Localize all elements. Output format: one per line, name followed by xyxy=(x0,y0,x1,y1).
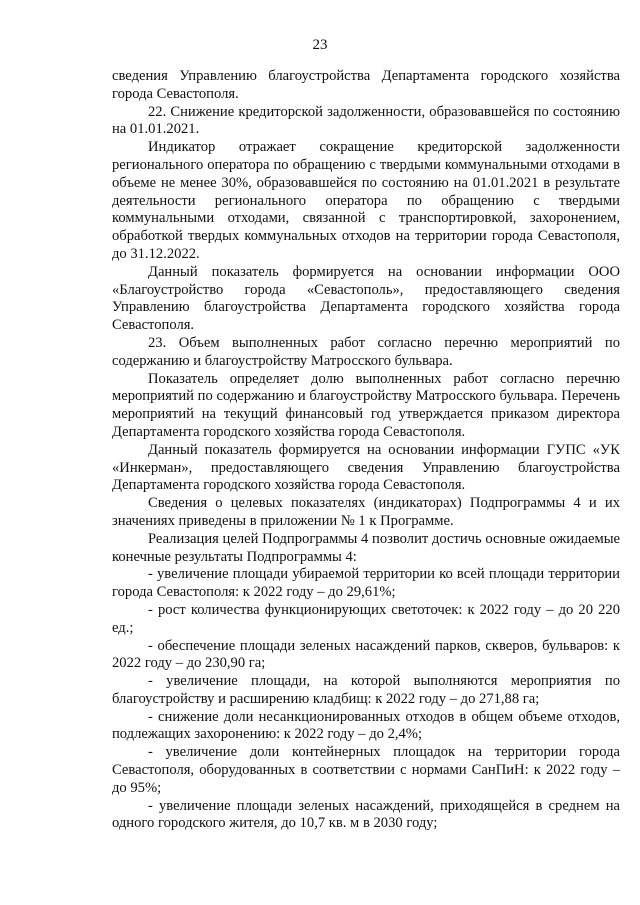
list-item-3: - обеспечение площади зеленых насаждений парков, скверов, бульваров: к 2022 году – до 230,90 га; xyxy=(112,637,620,672)
paragraph-7: Данный показатель формируется на основании информации ГУПС «УК «Инкерман», предоставляющего сведения Управлению благоустройства Департамента городского хозяйства города Севастополя. xyxy=(112,441,620,494)
document-body xyxy=(112,68,620,833)
list-item-1: - увеличение площади убираемой территории ко всей площади территории города Севастополя: к 2022 году – до 29,61%; xyxy=(112,566,620,601)
list-item-4: - увеличение площади, на которой выполняются мероприятия по благоустройству и расширению кладбищ: к 2022 году – до 271,88 га; xyxy=(112,673,620,707)
list-item-6: - увеличение доли контейнерных площадок на территории города Севастополя, оборудованных в соответствии с нормами СанПиН: к 2022 году – до 95%; xyxy=(112,744,620,796)
paragraph-4: Данный показатель формируется на основании информации ООО «Благоустройство города «Севастополь», предоставляющего сведения Управлению благоустройства Департамента городского хозяйства города Севастополя. xyxy=(112,263,620,334)
paragraph-3: Индикатор отражает сокращение кредиторской задолженности регионального оператора по обращению с твердыми коммунальными отходами в объеме не менее 30%, образовавшейся по состоянию на 01.01.2021 в результате деятельности регионального оператора по обращению с твердыми коммунальными отходами, связанной с транспортировкой, захоронением, обработкой твердых коммунальных отходов на территории города Севастополя, до 31.12.2022. xyxy=(112,139,620,262)
paragraph-6: Показатель определяет долю выполненных работ согласно перечню мероприятий по содержанию и благоустройству Матросского бульвара. Перечень мероприятий на текущий финансовый год утверждается приказом директора Департамента городского хозяйства города Севастополя. xyxy=(112,370,620,440)
list-item-5: - снижение доли несанкционированных отходов в общем объеме отходов, подлежащих захоронению: к 2022 году – до 2,4%; xyxy=(112,708,620,743)
list-item-7: - увеличение площади зеленых насаждений, приходящейся в среднем на одного городского жителя, до 10,7 кв. м в 2030 году; xyxy=(112,797,620,832)
list-item-2: - рост количества функционирующих светоточек: к 2022 году – до 20 220 ед.; xyxy=(112,601,620,636)
paragraph-9: Реализация целей Подпрограммы 4 позволит достичь основные ожидаемые конечные результаты Подпрограммы 4: xyxy=(112,530,620,565)
paragraph-1: сведения Управлению благоустройства Департамента городского хозяйства города Севастополя. xyxy=(112,68,620,102)
paragraph-8: Сведения о целевых показателях (индикаторах) Подпрограммы 4 и их значениях приведены в приложении № 1 к Программе. xyxy=(112,495,620,529)
page-number: 23 xyxy=(312,37,328,53)
paragraph-5: 23. Объем выполненных работ согласно перечню мероприятий по содержанию и благоустройству Матросского бульвара. xyxy=(112,334,620,369)
paragraph-2: 22. Снижение кредиторской задолженности, образовавшейся по состоянию на 01.01.2021. xyxy=(112,103,620,138)
